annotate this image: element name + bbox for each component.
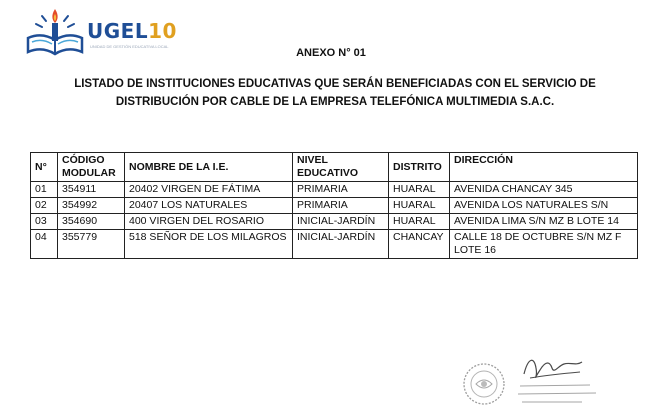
table-row [31,230,638,259]
cell-level: INICIAL-JARDÍN [293,214,389,230]
cell-school-name: 518 SEÑOR DE LOS MILAGROS [125,230,293,259]
cell-code: 354992 [58,198,125,214]
cell-district: HUARAL [389,198,450,214]
title-line-2: DISTRIBUCIÓN POR CABLE DE LA EMPRESA TELEFÓNICA MULTIMEDIA S.A.C. [115,96,555,108]
cell-level: PRIMARIA [293,182,389,198]
annex-title: ANEXO N° 01 [296,47,366,59]
title-line-1: LISTADO DE INSTITUCIONES EDUCATIVAS QUE SERÁN BENEFICIADAS CON EL SERVICIO DE [74,78,596,90]
cell-school-name: 20407 LOS NATURALES [125,198,293,214]
cell-level: PRIMARIA [293,198,389,214]
cell-number: 01 [31,182,58,198]
cell-number: 02 [31,198,58,214]
table-row [31,182,638,198]
column-header-district: DISTRITO [389,153,450,182]
cell-address: AVENIDA CHANCAY 345 [450,182,638,198]
cell-number: 03 [31,214,58,230]
cell-school-name: 400 VIRGEN DEL ROSARIO [125,214,293,230]
cell-district: CHANCAY [389,230,450,259]
logo-wordmark: UGEL10 [87,19,177,43]
cell-district: HUARAL [389,214,450,230]
schools-table [30,152,638,259]
cell-number: 04 [31,230,58,259]
cell-address: CALLE 18 DE OCTUBRE S/N MZ F LOTE 16 [450,230,638,259]
cell-code: 354911 [58,182,125,198]
table-row [31,214,638,230]
cell-level: INICIAL-JARDÍN [293,230,389,259]
official-stamp-signature [462,348,662,410]
column-header-level: NIVEL EDUCATIVO [293,153,389,182]
cell-address: AVENIDA LIMA S/N MZ B LOTE 14 [450,214,638,230]
column-header-code: CÓDIGO MODULAR [58,153,125,182]
cell-code: 354690 [58,214,125,230]
column-header-number: N° [31,153,58,182]
logo-tagline: UNIDAD DE GESTIÓN EDUCATIVA LOCAL [90,44,169,49]
column-header-address: DIRECCIÓN [450,153,638,182]
cell-district: HUARAL [389,182,450,198]
document-title [70,75,600,111]
cell-school-name: 20402 VIRGEN DE FÁTIMA [125,182,293,198]
signature-block [462,348,662,410]
cell-code: 355779 [58,230,125,259]
table-header-row [31,153,638,182]
cell-address: AVENIDA LOS NATURALES S/N [450,198,638,214]
column-header-name: NOMBRE DE LA I.E. [125,153,293,182]
table-row [31,198,638,214]
stamp-seal [464,364,504,404]
